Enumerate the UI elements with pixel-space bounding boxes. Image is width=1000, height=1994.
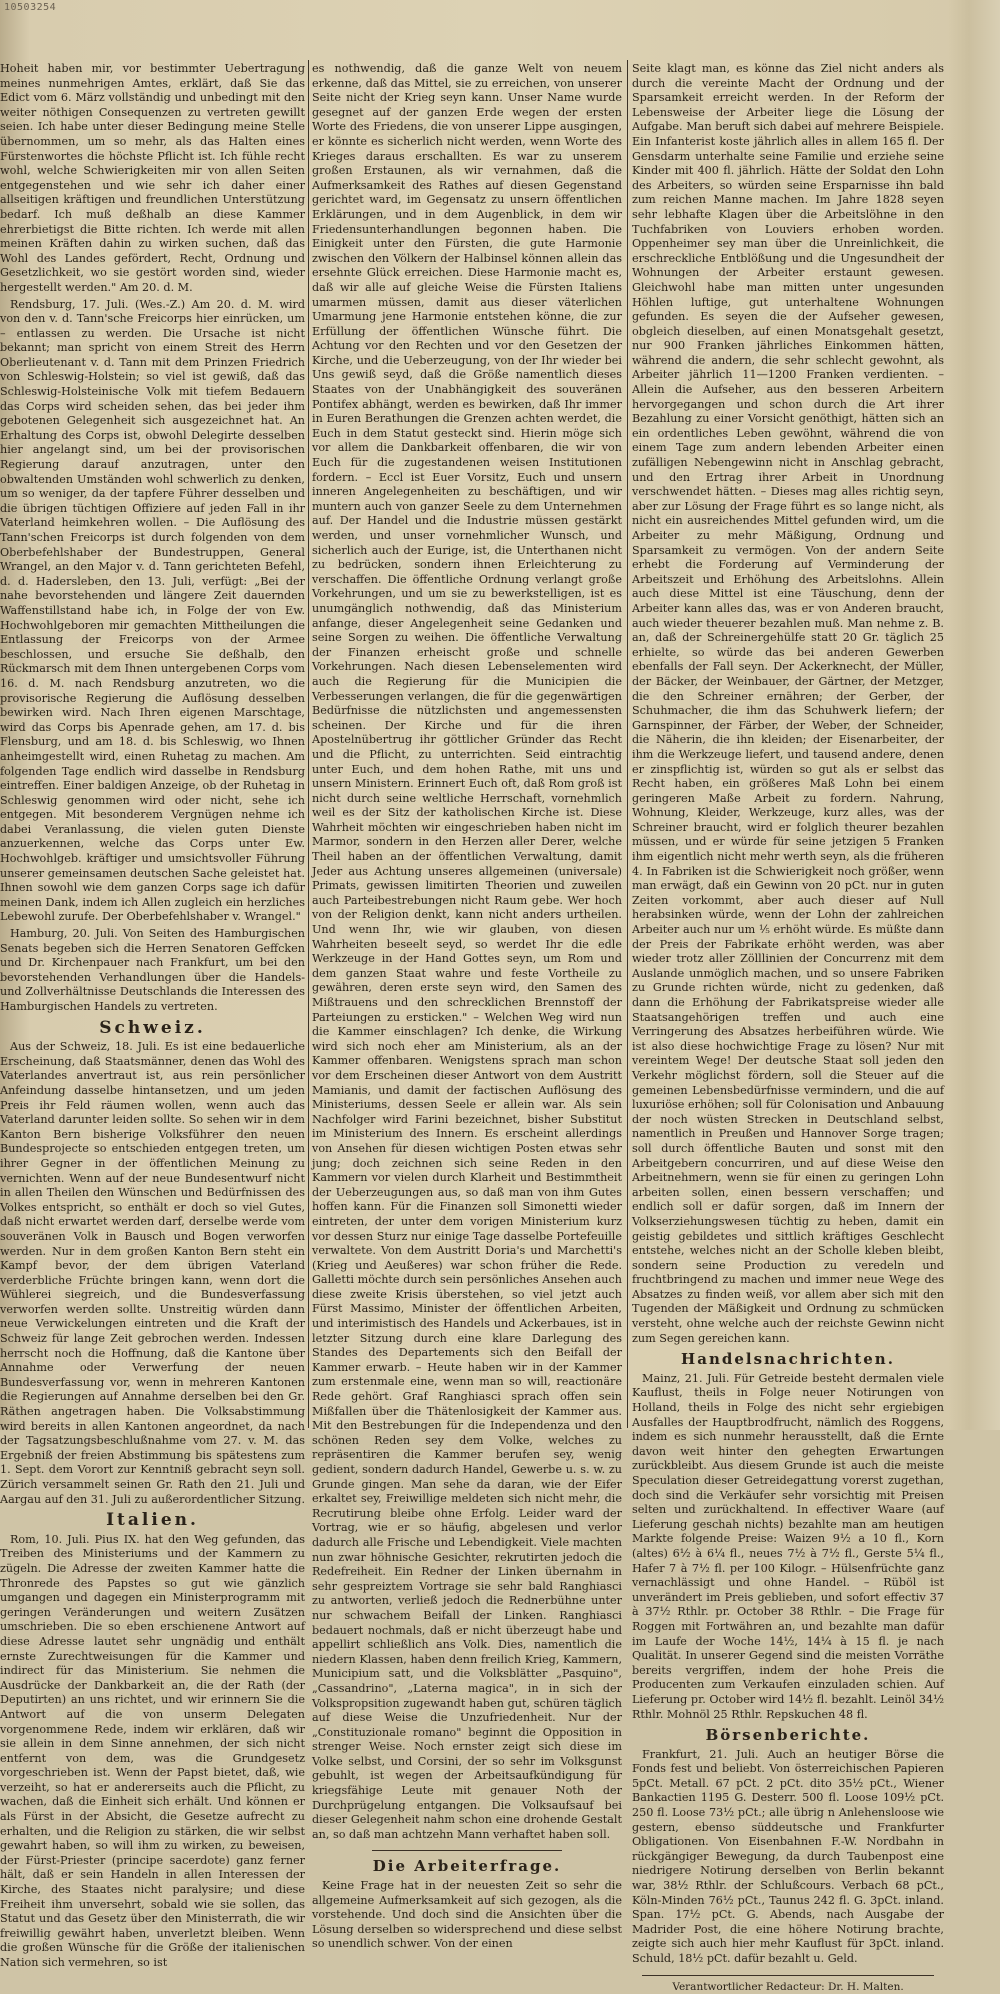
article-continuation: Hoheit haben mir, vor bestimmter Uebertragung meines nunmehrigen Amtes, erklärt, daß Sie das Edict vom 6. März vollständig und unbedingt mit den weiter nöthigen Consequenzen zu vertreten gewillt seien. Ich habe unter dieser Bedingung meine Stelle übernommen, um so mehr, als das Halten eines Fürstenwortes die höchste Pflicht ist. Ich fühle recht wohl, welche Schwierigkeiten mir von allen Seiten entgegenstehen und wie sehr ich daher einer allseitigen kräftigen und freundlichen Unterstützung bedarf. Ich muß deßhalb an diese Kammer ehrerbietigst die Bitte richten. Ich werde mit allen meinen Kräften dahin zu wirken suchen, daß das Wohl des Landes gefördert, Recht, Ordnung und Gesetzlichkeit, wo sie gestört worden sind, wieder hergestellt werden." Am 20. d. M.	[0, 62, 305, 294]
column-right	[632, 62, 944, 1993]
article-frankfurt: Frankfurt, 21. Juli. Auch an heutiger Börse die Fonds fest und beliebt. Von österreichischen Papieren 5pCt. Metall. 67 pCt. 2 pCt. dito 35⅟₂ pCt., Wiener Bankactien 1195 G. Desterr. 500 fl. Loose 109⅟₂ pCt. 250 fl. Loose 73⅟₂ pCt.; alle übrig n Anlehensloose wie gestern, ebenso süddeutsche und Frankfurter Obligationen. Von Eisenbahnen F.-W. Nordbahn in rückgängiger Bewegung, da durch Taubenpost eine niedrigere Notirung derselben von Berlin bekannt war, 38⅟₂ Rthlr. der Schlußcours. Verbach 68 pCt., Köln-Minden 76⅟₂ pCt., Taunus 242 fl. G. 3pCt. inland. Span. 17⅟₂ pCt. G. Abends, nach Ausgabe der Madrider Post, die eine höhere Notirung brachte, zeigte sich auch hier mehr Kauflust für 3pCt. inland. Schuld, 18⅟₂ pCt. dafür bezahlt u. Geld.	[632, 1747, 944, 1965]
column-rule-right	[627, 60, 628, 1428]
section-heading-stock-reports: Börsenberichte.	[705, 1726, 871, 1745]
section-heading-labor-question: Die Arbeiterfrage.	[372, 1857, 562, 1876]
section-divider	[372, 1850, 562, 1851]
article-rome: Rom, 10. Juli. Pius IX. hat den Weg gefunden, das Treiben des Ministeriums und der Kammern zu zügeln. Die Adresse der zweiten Kammer hatte die Thronrede des Papstes so gut wie gänzlich umgangen und dagegen ein Ministerprogramm mit geringen Veränderungen und weitern Zusätzen umschrieben. Die so eben erschienene Antwort auf diese Adresse lautet sehr ungnädig und enthält ernste Zurechtweisungen für die Kammer und indirect für das Ministerium. Sie nehmen die Ausdrücke der Dankbarkeit an, die der Rath (der Deputirten) an uns richtet, und wir erinnern Sie die Antwort auf die von unserm Delegaten vorgenommene Rede, indem wir erklären, daß wir sie allein in dem Sinne annehmen, der sich nicht entfernt von dem, was die Grundgesetz vorgeschrieben ist. Wenn der Papst bietet, daß, wie verzeiht, so hat er andererseits auch die Pflicht, zu wachen, daß die Einheit sich erhält. Und können er als Fürst in der Absicht, die Gesetze aufrecht zu erhalten, und die Religion zu stärken, die wir selbst gewahrt haben, so will ihm zu wirken, zu beweisen, der Fürst-Priester (principe sacerdote) ganz ferner hält, daß er sein Handeln in allen Interessen der Kirche, des Staates nicht paralysire; und diese Freiheit ihm unversehrt, sobald wie sie sollen, das Statut und das Gesetz über den Ministerrath, die wir freiwillig gewährt haben, unverletzt bleiben. Wenn die großen Wünsche für die Größe der italienischen Nation sich vermehren, so ist	[0, 1532, 305, 1969]
article-switzerland: Aus der Schweiz, 18. Juli. Es ist eine bedauerliche Erscheinung, daß Staatsmänner, denen das Wohl des Vaterlandes anvertraut ist, aus rein persönlicher Anfeindung dasselbe hintansetzen, und um jeden Preis ihr Feld räumen wollen, wenn auch das Vaterland darunter leiden sollte. So sehen wir in dem Kanton Bern bisherige Volksführer den neuen Bundesprojecte so entschieden entgegen treten, um ihrer Gegner in der öffentlichen Meinung zu vernichten. Wenn auf der neue Bundesentwurf nicht in allen Theilen den Wünschen und Bedürfnissen des Volkes entspricht, so enthält er doch so viel Gutes, daß nicht erwartet werden darf, derselbe werde vom souveränen Volk in Bausch und Bogen verworfen werden. Nur in dem großen Kanton Bern steht ein Kampf bevor, der dem übrigen Vaterland verderbliche Früchte bringen kann, wenn dort die Wühlerei siegreich, und die Bundesverfassung verworfen werden sollte. Unstreitig würden dann neue Verwickelungen eintreten und die Kraft der Schweiz für lange Zeit gebrochen werden. Indessen herrscht noch die Hoffnung, daß die Kantone über Annahme oder Verwerfung der neuen Bundesverfassung vor, wenn in mehreren Kantonen die Regierungen auf Annahme derselben bei den Gr. Räthen angetragen haben. Die Volksabstimmung wird bereits in allen Kantonen angeordnet, da nach der Tagsatzungsbeschlußnahme vom 27. v. M. das Ergebniß der freien Abstimmung bis spätestens zum 1. Sept. dem Vorort zur Kenntniß gebracht seyn soll. Zürich versammelt seinen Gr. Rath den 21. Juli und Aargau auf den 31. Juli zu außerordentlicher Sitzung.	[0, 1040, 306, 1506]
editor-credit: Verantwortlicher Redacteur: Dr. H. Malten.	[672, 1980, 904, 1993]
article-rome-continuation: es nothwendig, daß die ganze Welt von neuem erkenne, daß das Mittel, sie zu erreichen, von unserer Seite nicht der Krieg seyn kann. Unser Name wurde gesegnet auf der ganzen Erde wegen der ersten Worte des Friedens, die von unserer Lippe ausgingen, er könnte es sicherlich nicht werden, wenn Worte des Krieges daraus erschallten. Es war zu unserem großen Erstaunen, als wir vernahmen, daß die Aufmerksamkeit des Rathes auf diesen Gegenstand gerichtet ward, im Gegensatz zu unsern öffentlichen Erklärungen, und in dem Augenblick, in dem wir Friedensunterhandlungen begonnen haben. Die Einigkeit unter den Fürsten, die gute Harmonie zwischen den Völkern der Halbinsel können allein das ersehnte Glück erreichen. Diese Harmonie macht es, daß wir alle auf gleiche Weise die Fürsten Italiens umarmen müssen, damit aus dieser väterlichen Umarmung jene Harmonie entstehen könne, die zur Erfüllung der öffentlichen Wünsche führt. Die Achtung vor den Rechten und vor den Gesetzen der Kirche, und die Ueberzeugung, von der Ihr wieder bei Uns gewiß seyd, daß die Größe namentlich dieses Staates von der Unabhängigkeit des souveränen Pontifex abhängt, werden es bewirken, daß Ihr immer in Euren Berathungen die Grenzen achten werdet, die Euch in dem Statut gesteckt sind. Hierin möge sich vor allem die Dankbarkeit offenbaren, die wir von Euch für die zugestandenen weisen Institutionen fordern. – Eccl ist Euer Vorsitz, Euch und unsern inneren Angelegenheiten zu beschäftigen, und wir muntern auch von ganzer Seele zu dem Unternehmen auf. Der Handel und die Industrie müssen gestärkt werden, und unser vornehmlicher Wunsch, und sicherlich auch der Eurige, ist, die Unterthanen nicht zu bedrücken, sondern ihnen Erleichterung zu verschaffen. Die öffentliche Ordnung verlangt große Vorkehrungen, und um sie zu bewerkstelligen, ist es unumgänglich nothwendig, daß das Ministerium anfange, dieser Angelegenheit seine Gedanken und seine Sorgen zu weihen. Die öffentliche Verwaltung der Finanzen erheischt große und schnelle Vorkehrungen. Nach diesen Lebenselementen wird auch die Regierung für die Municipien die Verbesserungen verlangen, die für die gegenwärtigen Bedürfnisse die nützlichsten und angemessensten scheinen. Der Kirche und für die ihren Apostelnübertrug ihr göttlicher Gründer das Recht und die Pflicht, zu unterrichten. Seid eintrachtig unter Euch, und dem hohen Rathe, mit uns und unsern Ministern. Erinnert Euch oft, daß Rom groß ist nicht durch seine weltliche Herrschaft, vornehmlich weil es der Sitz der katholischen Kirche ist. Diese Wahrheit möchten wir eingeschrieben haben nicht im Marmor, sondern in den Herzen aller Derer, welche Theil haben an der öffentlichen Verwaltung, damit Jeder aus Achtung unseres allgemeinen (universale) Primats, gewissen limitirten Theorien und zuweilen auch Parteibestrebungen nicht Raum gebe. Wer hoch von der Religion denkt, kann nicht anders urtheilen. Und wenn Ihr, wie wir glauben, von diesen Wahrheiten beseelt seyd, so werdet Ihr die edle Werkzeuge in der Hand Gottes seyn, um Rom und dem ganzen Staat wahre und feste Vortheile zu gewähren, deren erste seyn wird, den Samen des Mißtrauens und den schrecklichen Brennstoff der Parteiungen zu ersticken." – Welchen Weg wird nun die Kammer einschlagen? Ich denke, die Wirkung wird sich noch eher am Ministerium, als an der Kammer offenbaren. Wenigstens sprach man schon vor dem Erscheinen dieser Antwort von dem Austritt Mamianis, und damit der factischen Auflösung des Ministeriums, dessen Seele er allein war. Als sein Nachfolger wird Farini bezeichnet, bisher Substitut im Ministerium des Innern. Es erscheint allerdings von Ansehen für diesen wichtigen Posten etwas sehr jung; doch zeichnen sich seine Reden in den Kammern vor vielen durch Klarheit und Bestimmtheit der Ueberzeugungen aus, so daß man von ihm Gutes hoffen kann. Für die Finanzen soll Simonetti wieder eintreten, der unter dem vorigen Ministerium kurz vor dessen Sturz nur einige Tage dasselbe Portefeuille verwaltete. Von dem Austritt Doria's und Marchetti's (Krieg und Aeußeres) war schon früher die Rede. Galletti möchte durch sein persönliches Ansehen auch diese zweite Krisis überstehen, so viel jetzt auch Fürst Massimo, Minister der öffentlichen Arbeiten, und interimistisch des Handels und Ackerbaues, ist in letzter Sitzung durch eine klare Darlegung des Standes des Departements sich den Beifall der Kammer erwarb. – Heute haben wir in der Kammer zum erstenmale eine, wenn man so will, reactionäre Rede gehört. Graf Ranghiasci sprach offen sein Mißfallen über die Thätenlosigkeit der Kammer aus. Mit den Bestrebungen für die Independenza und den schönen Reden sey dem Volke, welches zu repräsentiren die Kammer berufen sey, wenig gedient, sondern dadurch Handel, Gewerbe u. s. w. zu Grunde gingen. Man sehe da daran, wie der Eifer erkaltet sey, Freiwillige meldeten sich nicht mehr, die Recrutirung bleibe ohne Erfolg. Leider ward der Vortrag, wie er so häufig, abgelesen und verlor dadurch alle Frische und Lebendigkeit. Viele machten nun zwar höhnische Gesichter, rekrutirten jedoch die Redefreiheit. Ein Redner der Linken übernahm in sehr gespreiztem Vortrage sie sehr bald Ranghiasci zu antworten, verließ jedoch die Rednerbühne unter nur schwachem Beifall der Linken. Ranghiasci bedauert nochmals, daß er nicht überzeugt habe und appellirt schließlich ans Volk. Dies, namentlich die niedern Klassen, haben denn freilich Krieg, Kammern, Municipium satt, und die Volksblätter „Pasquino", „Cassandrino", „Laterna magica", in in sich der Volkspropsition zugewandt haben gut, schüren täglich auf diese Weise die Unzufriedenheit. Nur der „Constituzionale romano" beginnt die Opposition in strenger Weise. Noch ernster zeigt sich diese im Volke selbst, und Corsini, der so sehr im Volksgunst gebuhlt, ist wegen der Arbeitsaufkündigung für kriegsfähige Leute mit genauer Noth der Durchprügelung entgangen. Die Volksaufsauf bei dieser Gelegenheit nahm schon eine drohende Gestalt an, so daß man achtzehn Mann verhaftet haben soll.	[312, 62, 622, 1841]
footer-divider	[642, 1975, 934, 1976]
page-edge-shadow	[948, 0, 1000, 1430]
article-hamburg: Hamburg, 20. Juli. Von Seiten des Hamburgischen Senats begeben sich die Herren Senatoren Geffcken und Dr. Kirchenpauer nach Frankfurt, um bei den bevorstehenden Verhandlungen über die Handels- und Zollverhältnisse Deutschlands die Interessen des Hamburgischen Handels zu vertreten.	[0, 927, 305, 1013]
column-rule-left	[308, 60, 309, 1428]
section-heading-switzerland: Schweiz.	[99, 1017, 206, 1038]
article-labor-question: Keine Frage hat in der neuesten Zeit so sehr die allgemeine Aufmerksamkeit auf sich gezogen, als die vorstehende. Und doch sind die Ansichten über die Lösung derselben so widersprechend und diese selbst so unendlich schwer. Von der einen	[312, 1879, 622, 1951]
article-mainz: Mainz, 21. Juli. Für Getreide besteht dermalen viele Kauflust, theils in Folge neuer Notirungen von Holland, theils in Folge des nicht sehr ergiebigen Ausfalles der Hauptbrodfrucht, nämlich des Roggens, indem es sich nunmehr herausstellt, daß die Ernte davon weit hinter den gehegten Erwartungen zurückbleibt. Aus diesem Grunde ist auch die meiste Speculation dieser Getreidegattung vorerst zugethan, doch sind die Verkäufer sehr vorsichtig mit Preisen selten und zurückhaltend. In effectiver Waare (auf Lieferung geschah nichts) bezahlte man am heutigen Markte folgende Preise: Waizen 9⅟₂ a 10 fl., Korn (altes) 6⅟₂ à 6⅟₄ fl., neues 7⅟₂ à 7⅟₂ fl., Gerste 5⅟₄ fl., Hafer 7 à 7⅟₂ fl. per 100 Kilogr. – Hülsenfrüchte ganz vernachlässigt und ohne Handel. – Rüböl ist unverändert im Preis geblieben, und sofort effectiv 37 à 37⅟₂ Rthlr. pr. October 38 Rthlr. – Die Frage für Roggen mit Fortwähren an, und bezahlte man dafür im Laufe der Woche 14⅟₂, 14⅟₄ à 15 fl. je nach Qualität. In unserer Gegend sind die meisten Vorräthe bereits vergriffen, indem der hohe Preis die Producenten zum Verkaufen einzuladen schien. Auf Lieferung pr. October wird 14⅟₂ fl. bezahlt. Leinöl 34⅟₂ Rthlr. Mohnöl 25 Rthlr. Repskuchen 48 fl.	[632, 1371, 944, 1721]
article-labor-continuation: Seite klagt man, es könne das Ziel nicht anders als durch die vereinte Macht der Ordnung und der Sparsamkeit erreicht werden. In der Reform der Lebensweise der Arbeiter liege die Lösung der Aufgabe. Man beruft sich dabei auf mehrere Beispiele. Ein Infanterist koste jährlich alles in allem 165 fl. Der Gensdarm unterhalte seine Familie und erziehe seine Kinder mit 400 fl. jährlich. Hätte der Soldat den Lohn des Arbeiters, so würden seine Ersparnisse ihn bald zum reichen Manne machen. Im Jahre 1828 seyen sehr lebhafte Klagen über die Arbeitslöhne in den Tuchfabriken von Louviers erhoben worden. Oppenheimer sey man über die Unreinlichkeit, die erschreckliche Entblößung und die Ungesundheit der Wohnungen der Arbeiter erstaunt gewesen. Gleichwohl habe man mitten unter ungesunden Höhlen luftige, gut unterhaltene Wohnungen gefunden. Es seyen die der Aufseher gewesen, obgleich dieselben, auf einen Monatsgehalt gesetzt, nur 900 Franken jährliches Einkommen hätten, während die andern, die sehr schlecht gewohnt, als Arbeiter jährlich 11—1200 Franken verdienten. – Allein die Aufseher, aus den besseren Arbeitern hervorgegangen und schon durch die Art ihrer Bezahlung zu einer Vorsicht genöthigt, hätten sich an ein ordentliches Leben gewöhnt, während die von einem Tage zum andern lebenden Arbeiter einen zufälligen Nebengewinn nicht in Anschlag gebracht, und den Ertrag ihrer Arbeit in Unordnung verschwendet hätten. – Dieses mag alles richtig seyn, aber zur Lösung der Frage führt es so lange nicht, als nicht ein ausreichendes Mittel gefunden wird, um die Arbeiter zu mehr Mäßigung, Ordnung und Sparsamkeit zu vermögen. Von der andern Seite erhebt die Forderung auf Verminderung der Arbeitszeit und Erhöhung des Arbeitslohns. Allein auch diese Mittel ist eine Täuschung, denn der Arbeiter kann alles das, was er von Anderen braucht, auch wieder theuerer bezahlen muß. Man nehme z. B. an, daß der Schreinergehülfe statt 20 Gr. täglich 25 erhielte, so würde das bei anderen Gewerben ebenfalls der Fall seyn. Der Ackerknecht, der Müller, der Bäcker, der Weinbauer, der Gärtner, der Metzger, die den Schreiner ernähren; der Gerber, der Schuhmacher, die ihm das Schuhwerk liefern; der Garnspinner, der Färber, der Weber, der Schneider, die Näherin, die ihn kleiden; der Eisenarbeiter, der ihm die Werkzeuge liefert, und tausend andere, denen er zinspflichtig ist, würden so gut als er selbst das Recht haben, ein größeres Maß Lohn bei einem geringeren Maße Arbeit zu fordern. Nahrung, Wohnung, Kleider, Werkzeuge, kurz alles, was der Schreiner braucht, wird er folglich theurer bezahlen müssen, und er würde für seine jetzigen 5 Franken ihm eigentlich nicht mehr werth seyn, als die früheren 4. In Fabriken ist die Schwierigkeit noch größer, wenn man erwägt, daß ein Gewinn von 20 pCt. nur in guten Zeiten vorkommt, aber auch dieser auf Null herabsinken würde, wenn der Lohn der zahlreichen Arbeiter auch nur um ⅕ erhöht würde. Es müßte dann der Preis der Fabrikate erhöht werden, was aber wieder trotz aller Zölllinien der Concurrenz mit dem Auslande unmöglich machen, und so unsere Fabriken zu Grunde richten würde, nicht zu gedenken, daß dann die Erhöhung der Fabrikatspreise wieder alle Staatsangehörigen treffen und auch eine Verringerung des Absatzes herbeiführen würde. Wie ist also diese hochwichtige Frage zu lösen? Nur mit vereintem Wege! Der deutsche Staat soll jeden den Verkehr möglichst fördern, soll die Steuer auf die gemeinen Lebensbedürfnisse vermindern, und die auf luxuriöse erhöhen; soll für Colonisation und Anbauung der noch wüsten Strecken in Deutschland selbst, namentlich in Preußen und Hannover Sorge tragen; soll durch öffentliche Bauten und sonst mit den Arbeitgebern concurriren, und auf diese Weise den Arbeitnehmern, wenn sie für einen zu geringen Lohn arbeiten sollen, einen bessern verschaffen; und endlich soll er dafür sorgen, daß im Innern der Volkserziehungswesen tüchtig zu heben, damit ein geistig gebildetes und sittlich kräftiges Geschlecht entstehe, welches nicht an der Scholle kleben bleibt, sondern seine Production zu veredeln und fruchtbringend zu machen und immer neue Wege des Absatzes zu finden weiß, vor allem aber sich mit den Tugenden der Mäßigkeit und Ordnung zu schmücken versteht, ohne welche auch der reichste Gewinn nicht zum Segen gereichen kann.	[632, 62, 944, 1345]
column-middle	[312, 62, 622, 1951]
column-left	[0, 62, 306, 1969]
section-heading-italy: Italien.	[106, 1510, 199, 1531]
archive-stamp: 10503254	[4, 2, 57, 13]
article-rendsburg: Rendsburg, 17. Juli. (Wes.-Z.) Am 20. d. M. wird von den v. d. Tann'sche Freicorps hier einrücken, um – entlassen zu werden. Die Ursache ist nicht bekannt; man spricht von einem Streit des Herrn Oberlieutenant v. d. Tann mit dem Prinzen Friedrich von Schleswig-Holstein; so viel ist gewiß, daß das Schleswig-Holsteinische Volk mit tiefem Bedauern das Corps wird scheiden sehen, das bei jeder ihm gebotenen Gelegenheit sich ausgezeichnet hat. An Erhaltung des Corps ist, obwohl Delegirte desselben hier angelangt sind, um bei der provisorischen Regierung darauf anzutragen, unter den obwaltenden Umständen wohl schwerlich zu denken, um so weniger, da der tapfere Führer desselben und die übrigen tüchtigen Offiziere auf jeden Fall in ihr Vaterland heimkehren wollen. – Die Auflösung des Tann'schen Freicorps ist durch folgenden von dem Oberbefehlshaber der Bundestruppen, General Wrangel, an den Major v. d. Tann gerichteten Befehl, d. d. Hadersleben, den 13. Juli, verfügt: „Bei der nahe bevorstehenden und längere Zeit dauernden Waffenstillstand habe ich, in Folge der von Ew. Hochwohlgeboren mir gemachten Mittheilungen die Entlassung der Freicorps von der Armee beschlossen, und ersuche Sie deßhalb, den Rückmarsch mit dem Ihnen untergebenen Corps vom 16. d. M. nach Rendsburg anzutreten, wo die provisorische Regierung die Auflösung desselben bewirken wird. Nach Ihren eigenen Marschtage, wird das Corps bis Apenrade gehen, am 17. d. bis Flensburg, und am 18. d. bis Schleswig, wo Ihnen anheimgestellt wird, einen Ruhetag zu machen. Am folgenden Tage endlich wird dasselbe in Rendsburg eintreffen. Einer baldigen Anzeige, ob der Ruhetag in Schleswig genommen wird oder nicht, sehe ich entgegen. Mit besonderem Vergnügen nehme ich dabei Veranlassung, die vielen guten Dienste anzuerkennen, welche das Corps unter Ew. Hochwohlgeb. kräftiger und umsichtsvoller Führung unserer gemeinsamen deutschen Sache geleistet hat. Ihnen sowohl wie dem ganzen Corps sage ich dafür meinen Dank, indem ich Allen zugleich ein herzliches Lebewohl zurufe. Der Oberbefehlshaber v. Wrangel."	[0, 297, 305, 924]
section-heading-trade-news: Handelsnachrichten.	[681, 1350, 895, 1369]
